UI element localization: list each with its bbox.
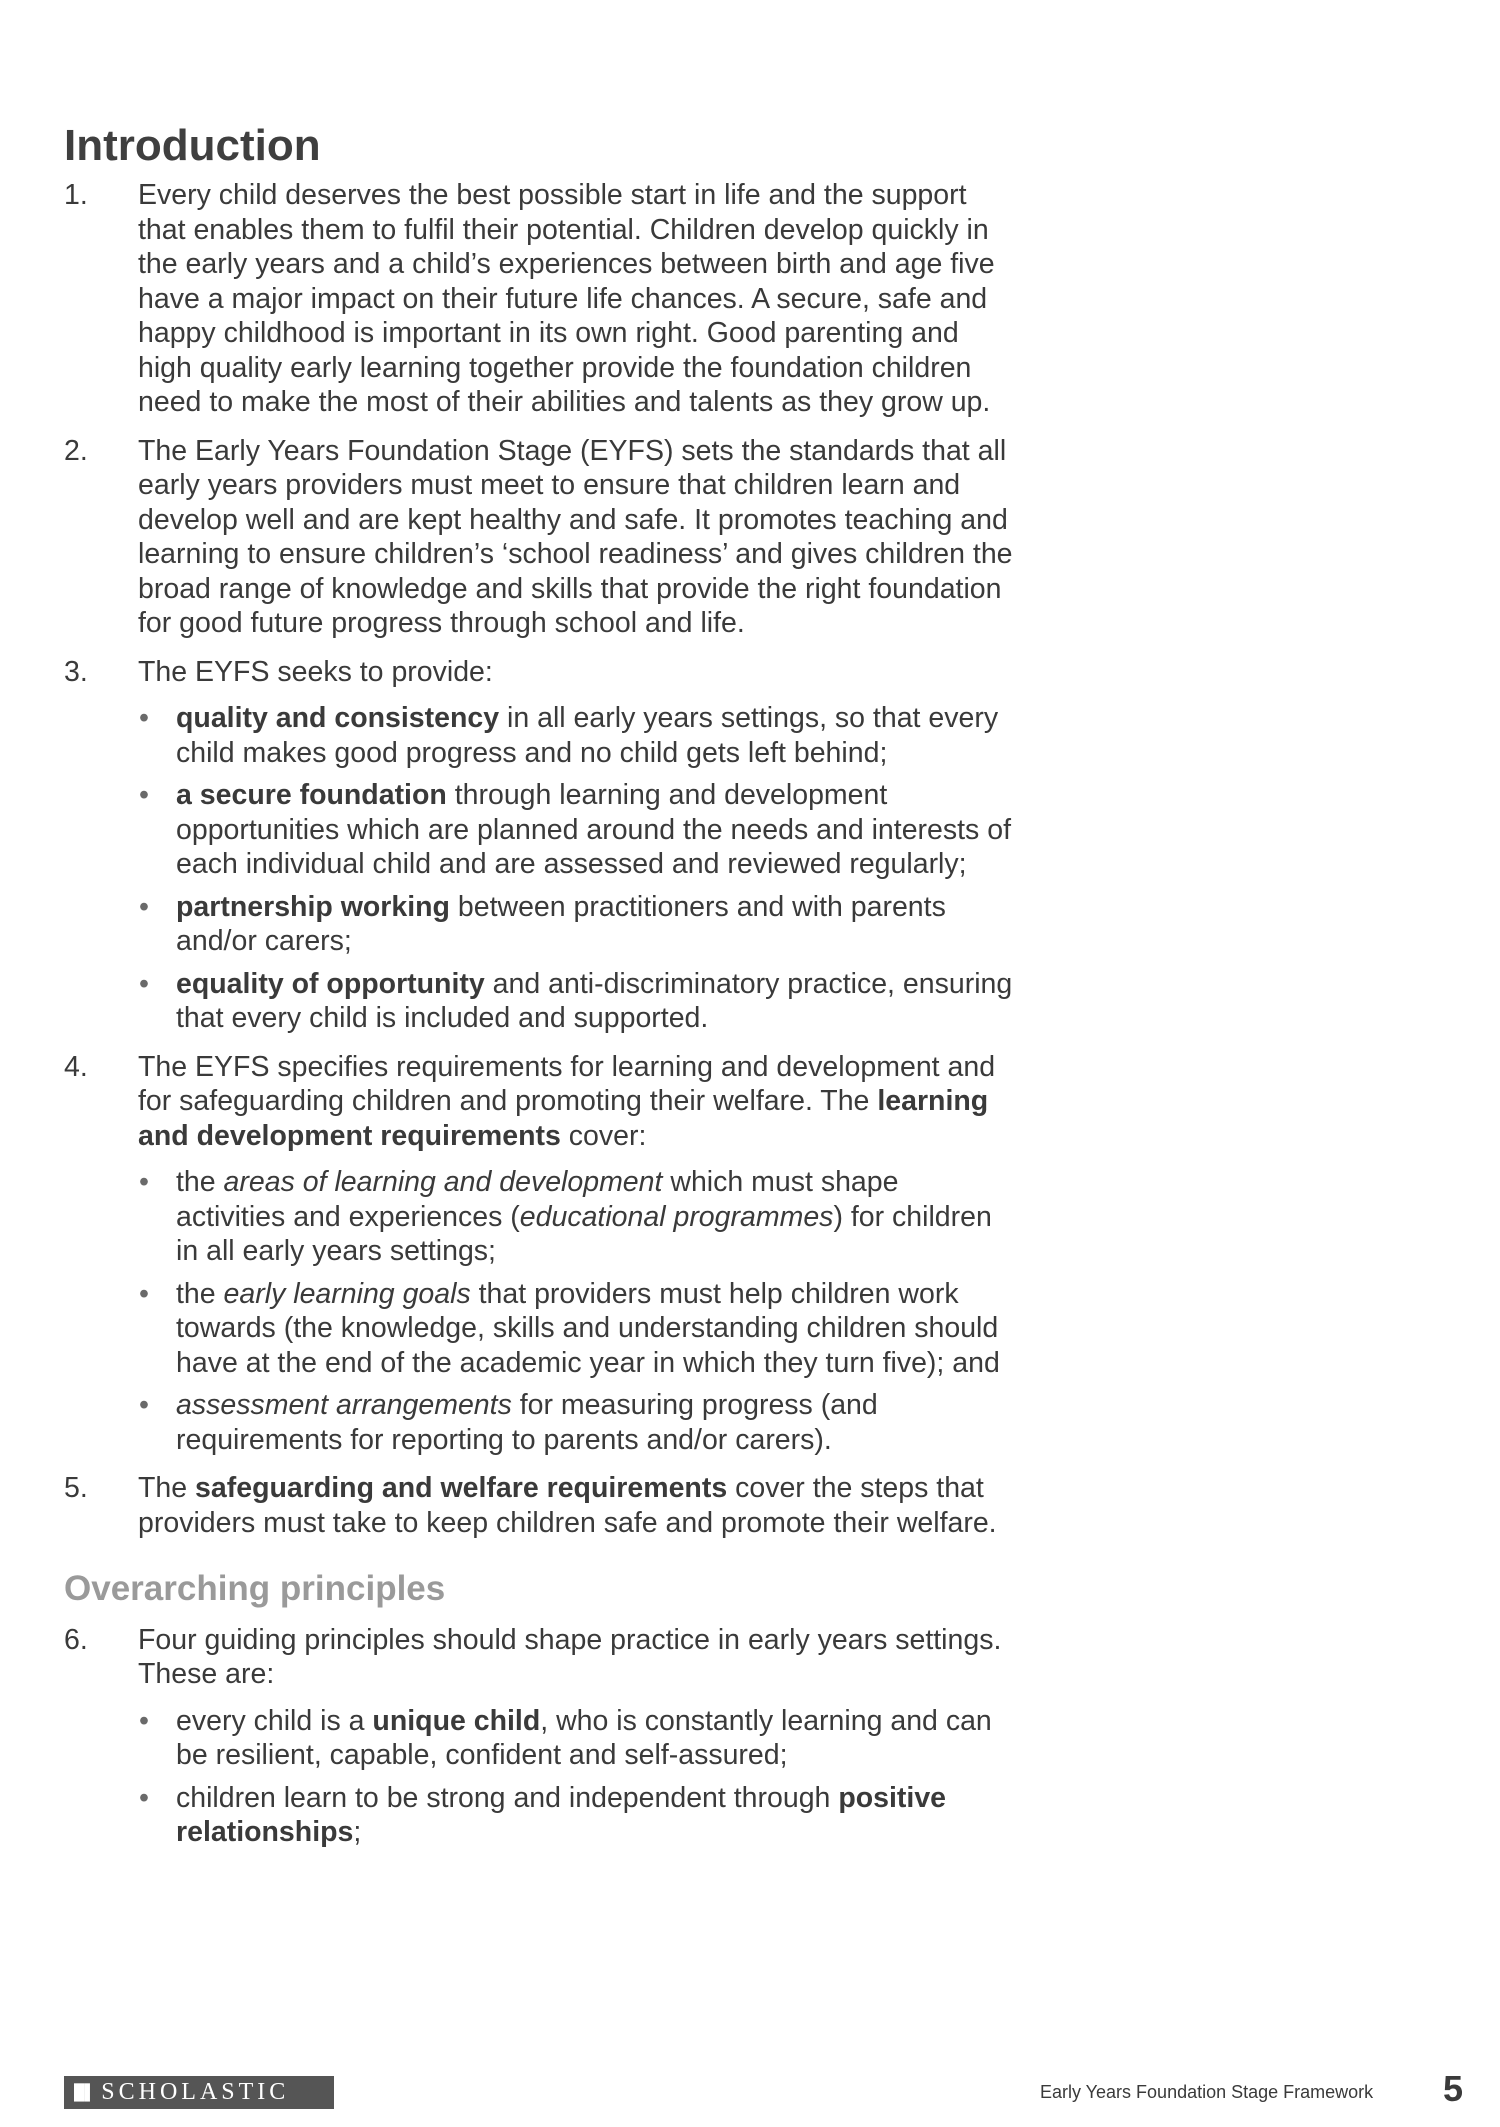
bold-term: learning and development requirements xyxy=(138,1085,989,1152)
book-icon: █▌ xyxy=(74,2084,96,2101)
list-item-text: children learn to be strong and independent through xyxy=(176,1781,839,1814)
scholastic-logo xyxy=(64,2076,334,2109)
list-item-text: the xyxy=(176,1277,224,1310)
bullet-icon: • xyxy=(139,702,149,735)
list-item xyxy=(139,1704,1014,1773)
bullet-icon: • xyxy=(139,967,149,1000)
paragraph-text: The EYFS specifies requirements for learning and development and for safeguarding children and promoting their welfare. The xyxy=(138,1050,996,1118)
paragraph-number: 2. xyxy=(64,434,88,467)
numbered-paragraph xyxy=(64,178,1014,420)
list-item xyxy=(139,1277,1014,1381)
paragraph-text: Four guiding principles should shape practice in early years settings. These are: xyxy=(138,1623,1002,1691)
bullet-icon: • xyxy=(139,1277,149,1310)
bullet-icon: • xyxy=(139,890,149,923)
bullet-icon: • xyxy=(139,1781,149,1814)
numbered-paragraph xyxy=(64,1471,1014,1540)
bold-term: quality and consistency xyxy=(176,702,500,735)
list-item-text: for measuring progress (and requirements for reporting to parents and/or carers). xyxy=(176,1389,878,1456)
paragraph-number: 4. xyxy=(64,1050,88,1083)
content-column xyxy=(64,122,1014,1864)
italic-term: assessment arrangements xyxy=(176,1389,512,1422)
list-item-text: in all early years settings, so that every child makes good progress and no child gets left behind; xyxy=(176,702,999,769)
list-item-text: which must shape activities and experiences ( xyxy=(176,1166,899,1233)
italic-term: areas of learning and development xyxy=(223,1166,663,1199)
bold-term: a secure foundation xyxy=(176,779,447,812)
list-item-text: , who is constantly learning and can be resilient, capable, confident and self-assured; xyxy=(176,1704,992,1772)
bold-term: safeguarding and welfare requirements xyxy=(195,1472,728,1505)
paragraph-text: cover: xyxy=(560,1119,647,1152)
paragraph-number: 5. xyxy=(64,1472,88,1505)
numbered-paragraph xyxy=(64,1623,1014,1850)
paragraph-text: The EYFS seeks to provide: xyxy=(138,655,493,688)
italic-term: educational programmes xyxy=(519,1200,834,1233)
list-item-text: ; xyxy=(353,1816,362,1849)
list-item-text: between practitioners and with parents and/or carers; xyxy=(176,890,946,958)
section-heading: Overarching principles xyxy=(64,1569,446,1609)
bullet-list xyxy=(138,1704,1014,1850)
list-item-text: that providers must help children work towards (the knowledge, skills and understanding children should have at the end of the academic year in which they turn five); and xyxy=(176,1277,1000,1379)
numbered-paragraph xyxy=(64,434,1014,641)
italic-term: early learning goals xyxy=(223,1277,471,1310)
bullet-list xyxy=(138,701,1014,1036)
paragraph-text: cover the steps that providers must take to keep children safe and promote their welfare. xyxy=(138,1472,997,1539)
list-item-text: ) for children in all early years settings; xyxy=(176,1200,992,1268)
bold-term: unique child xyxy=(372,1704,541,1737)
list-item xyxy=(139,967,1014,1036)
bullet-icon: • xyxy=(139,1389,149,1422)
paragraph-text: The Early Years Foundation Stage (EYFS) sets the standards that all early years providers must meet to ensure that children learn and develop well and are kept healthy and safe. It promotes teaching and learning to ensure children’s ‘school readiness’ and gives children the broad range of knowledge and skills that provide the right foundation for good future progress through school and life. xyxy=(138,434,1013,640)
bullet-icon: • xyxy=(139,1166,149,1199)
numbered-paragraph xyxy=(64,1050,1014,1458)
paragraph-text: The xyxy=(138,1472,196,1505)
logo-text: SCHOLASTIC xyxy=(101,2079,290,2105)
bullet-list xyxy=(138,1165,1014,1457)
list-item xyxy=(139,778,1014,882)
paragraph-number: 6. xyxy=(64,1623,88,1656)
list-item-text: every child is a xyxy=(176,1704,373,1737)
bold-term: equality of opportunity xyxy=(176,967,485,1000)
bullet-icon: • xyxy=(139,779,149,812)
list-item xyxy=(139,890,1014,959)
paragraph-number: 1. xyxy=(64,179,88,212)
paragraph-text: Every child deserves the best possible start in life and the support that enables them to fulfil their potential. Children develop quickly in the early years and a child’s experiences between birth and age five have a major impact on their future life chances. A secure, safe and happy childhood is important in its own right. Good parenting and high quality early learning together provide the foundation children need to make the most of their abilities and talents as they grow up. xyxy=(138,179,995,419)
list-item xyxy=(139,1388,1014,1457)
list-item xyxy=(139,701,1014,770)
paragraph-number: 3. xyxy=(64,655,88,688)
list-item-text: the xyxy=(176,1166,224,1199)
page-number: 5 xyxy=(1443,2068,1464,2109)
page-title: Introduction xyxy=(64,121,321,170)
numbered-paragraph xyxy=(64,655,1014,1036)
list-item xyxy=(139,1781,1014,1850)
list-item-text: and anti-discriminatory practice, ensuring that every child is included and supported. xyxy=(176,967,1013,1035)
list-item-text: through learning and development opportunities which are planned around the needs and interests of each individual child and are assessed and reviewed regularly; xyxy=(176,779,1011,881)
bold-term: partnership working xyxy=(176,890,450,923)
footer-caption: Early Years Foundation Stage Framework xyxy=(1040,2082,1374,2102)
bullet-icon: • xyxy=(139,1704,149,1737)
bold-term: positive relationships xyxy=(176,1781,947,1849)
list-item xyxy=(139,1165,1014,1269)
